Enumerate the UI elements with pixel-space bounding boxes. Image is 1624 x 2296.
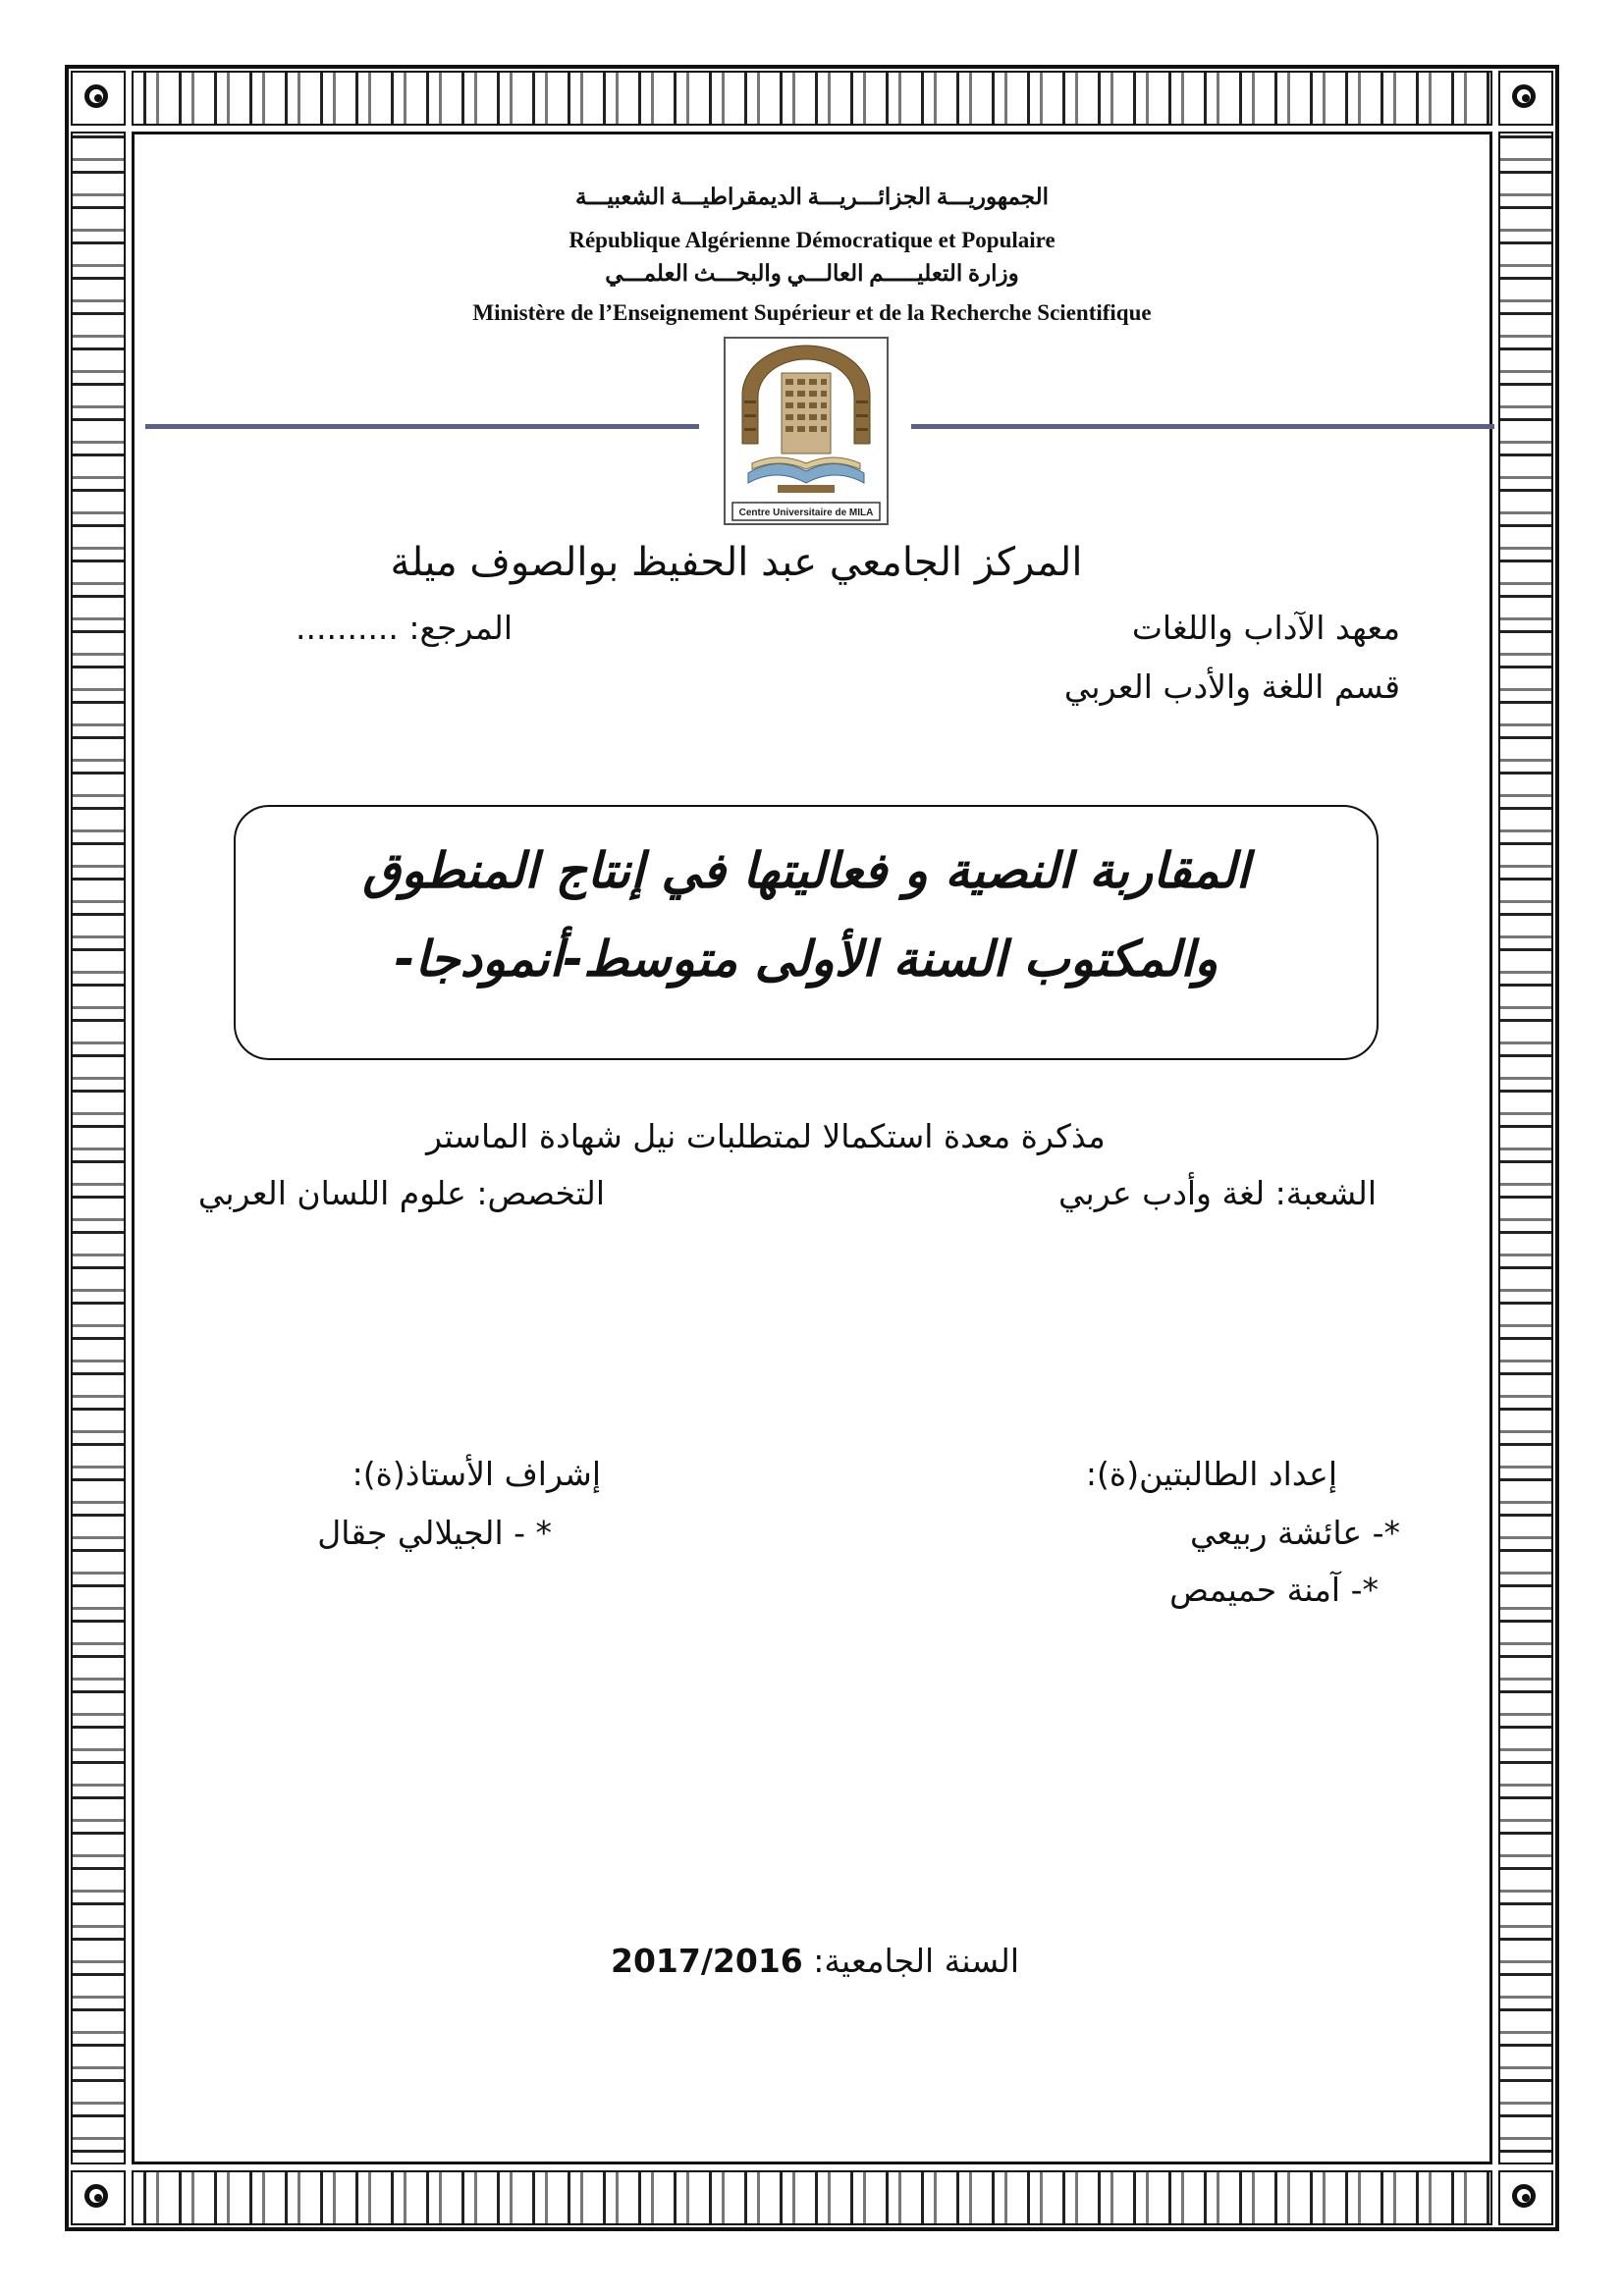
corner-ornament-icon <box>1498 71 1553 126</box>
border-band-top <box>132 71 1492 126</box>
thesis-title-line-1: المقاربة النصية و فعاليتها في إنتاج المنطوق <box>362 842 1250 899</box>
country-name-arabic: الجمهوريـــة الجزائـــريـــة الديمقراطيـــة الشعبيـــة <box>574 185 1050 209</box>
student-name: *- عائشة ربيعي <box>1190 1514 1400 1552</box>
university-center-name: المركز الجامعي عبد الحفيظ بوالصوف ميلة <box>390 540 1083 585</box>
branch-field: الشعبة: لغة وأدب عربي <box>1058 1174 1377 1212</box>
department-name: قسم اللغة والأدب العربي <box>1063 667 1400 706</box>
memo-description: مذكرة معدة استكمالا لمتطلبات نيل شهادة الماستر <box>426 1117 1106 1155</box>
border-band-left <box>71 132 126 2164</box>
corner-ornament-icon <box>71 2170 126 2225</box>
border-band-bottom <box>132 2170 1492 2225</box>
reference-field: المرجع: .......... <box>296 609 513 647</box>
border-band-right <box>1498 132 1553 2164</box>
institute-name: معهد الآداب واللغات <box>1131 609 1400 647</box>
prepared-by-label: إعداد الطالبتين(ة): <box>1085 1455 1337 1493</box>
logo-caption: Centre Universitaire de MILA <box>738 507 874 518</box>
academic-year-label: السنة الجامعية: <box>802 1942 1019 1980</box>
specialty-field: التخصص: علوم اللسان العربي <box>197 1174 605 1212</box>
supervisor-name: * - الجيلالي جقال <box>317 1514 552 1552</box>
university-logo <box>723 336 890 526</box>
academic-year <box>491 1942 1139 1980</box>
corner-ornament-icon <box>71 71 126 126</box>
ministry-name-arabic: وزارة التعليـــــم العالـــي والبحـــث العلمـــي <box>605 261 1019 286</box>
supervisor-label: إشراف الأستاذ(ة): <box>352 1455 601 1493</box>
academic-year-value: 2017/2016 <box>611 1942 803 1980</box>
header-rule-right <box>911 424 1494 429</box>
country-name-french: République Algérienne Démocratique et Populaire <box>568 228 1056 252</box>
corner-ornament-icon <box>1498 2170 1553 2225</box>
student-name: *- آمنة حميمص <box>1169 1571 1379 1609</box>
thesis-title-box <box>234 805 1379 1060</box>
ministry-name-french: Ministère de l’Enseignement Supérieur et de la Recherche Scientifique <box>472 300 1152 325</box>
thesis-title-line-2: والمكتوب السنة الأولى متوسط-أنمودجا- <box>394 931 1218 988</box>
header-rule-left <box>145 424 699 429</box>
